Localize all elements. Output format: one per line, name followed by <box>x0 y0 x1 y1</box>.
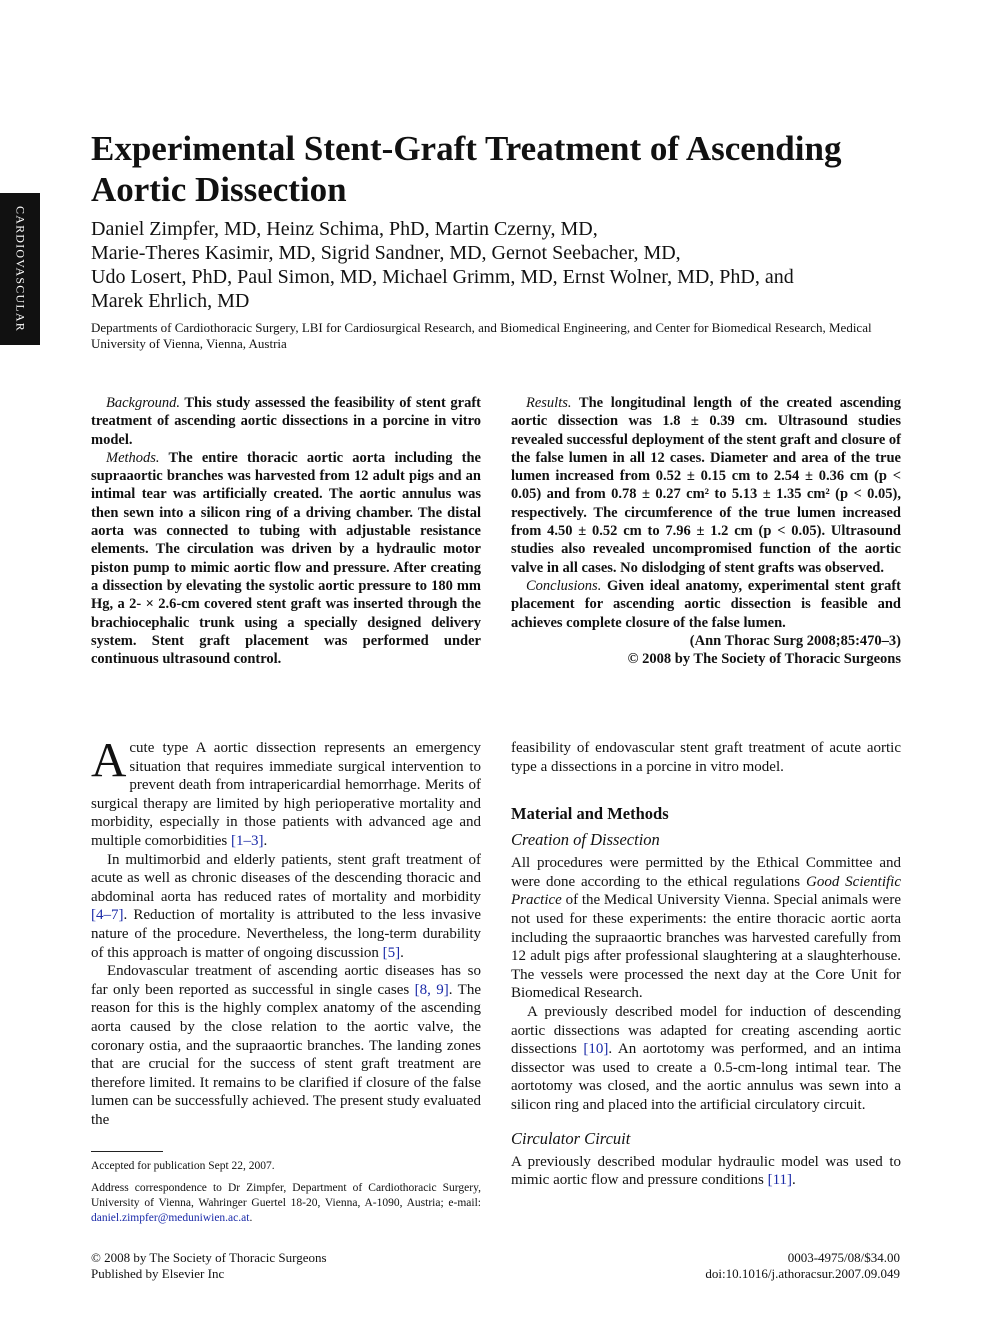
footnotes <box>91 1159 481 1233</box>
footer-right <box>705 1250 900 1281</box>
abstract-background-text: This study assessed the feasibility of stent graft treatment of ascending aortic dissections in a porcine in vitro model. <box>91 395 481 448</box>
footer-issn: 0003-4975/08/$34.00 <box>787 1250 900 1265</box>
abstract-methods-label: Methods. <box>106 449 160 466</box>
intro-p3-text: Endovascular treatment of ascending aortic diseases has so far only been reported as successful in single cases <box>91 963 481 998</box>
author-list <box>91 217 911 313</box>
intro-paragraph-3 <box>91 962 481 1129</box>
methods-p1-text: All procedures were permitted by the Ethical Committee and were done according to the ethical regulations <box>511 855 901 890</box>
abstract-results <box>511 394 901 577</box>
correspondence-text: Address correspondence to Dr Zimpfer, Department of Cardiothoracic Surgery, University of Vienna, Wahringer Guertel 18-20, Vienna, A-1090, Austria; e-mail: <box>91 1182 481 1209</box>
methods-paragraph-2 <box>511 1003 901 1115</box>
reference-link[interactable]: [10] <box>583 1041 609 1058</box>
affiliation: Departments of Cardiothoracic Surgery, LBI for Cardiosurgical Research, and Biomedical Engineering, and Center for Biomedical Research, Medical University of Vienna, Vienna, Austria <box>91 320 872 351</box>
abstract-copyright: © 2008 by The Society of Thoracic Surgeons <box>627 651 901 668</box>
reference-link[interactable]: [5] <box>382 944 401 961</box>
accepted-note: Accepted for publication Sept 22, 2007. <box>91 1160 275 1172</box>
abstract-conclusions <box>511 577 901 632</box>
author-line: Daniel Zimpfer, MD, Heinz Schima, PhD, Martin Czerny, MD, <box>91 218 598 240</box>
footer-copyright: © 2008 by The Society of Thoracic Surgeons <box>91 1250 327 1265</box>
correspondence-note <box>91 1181 481 1226</box>
body-left-column <box>91 732 481 1129</box>
section-side-tab-label: CARDIOVASCULAR <box>13 206 28 332</box>
abstract-left-column <box>91 394 481 668</box>
section-side-tab <box>0 193 40 345</box>
methods-paragraph-3 <box>511 1153 901 1190</box>
correspondence-end: . <box>249 1212 253 1224</box>
footnote-divider <box>91 1151 163 1152</box>
reference-link[interactable]: [1–3] <box>230 832 264 849</box>
author-line: Marek Ehrlich, MD <box>91 290 250 312</box>
abstract-results-text: The longitudinal length of the created ascending aortic dissection was 1.8 ± 0.39 cm. Ultrasound studies revealed successful deployment of the stent graft and closure of the false lumen in all 12 cases. Diameter and area of the true lumen increased from 0.52 ± 0.15 cm to 2.54 ± 0.36 cm (p < 0.05) and from 0.78 ± 0.27 cm² to 5.13 ± 1.35 cm² (p < 0.05), respectively. The circumference of the true lumen increased from 4.50 ± 0.52 cm to 7.96 ± 1.2 cm (p < 0.05). Ultrasound studies also revealed uncompromised function of the aortic valve in all cases. No dislodging of stent grafts was observed. <box>511 395 901 576</box>
abstract-background <box>91 394 481 449</box>
intro-p2-text2: . Reduction of mortality is attributed to the less invasive nature of the procedure. Nevertheless, the long-term durability of this approach is matter of ongoing discussion <box>91 907 481 961</box>
reference-link[interactable]: [11] <box>767 1172 793 1189</box>
footer-doi: doi:10.1016/j.athoracsur.2007.09.049 <box>705 1265 900 1281</box>
section-heading: Material and Methods <box>511 804 669 824</box>
abstract-background-label: Background. <box>106 395 180 411</box>
methods-p2-text2: . An aortotomy was performed, and an intima dissector was used to create a 0.5-cm-long intimal tear. The aortotomy was closed, and the aortic annulus was sewn into a silicon ring and placed into the artificial circulatory circuit. <box>511 1041 901 1113</box>
abstract-methods-text: The entire thoracic aortic aorta including the supraaortic branches was harvested from 12 adult pigs and an intimal tear was artificially created. The aortic annulus was then sewn into a silicon ring of a driving chamber. The distal aorta was connected to tubing with adjustable resistance elements. The circulation was driven by a hydraulic motor piston pump to mimic aortic flow and pressure. After creating a dissection by elevating the systolic aortic pressure to 180 mm Hg, a 2- × 2.6-cm covered stent graft was inserted through the brachiocephalic trunk using a specially designed delivery system. Stent graft placement was performed under continuous ultrasound control. <box>91 449 481 668</box>
intro-paragraph-2 <box>91 851 481 963</box>
article-title: Experimental Stent-Graft Treatment of Ascending Aortic Dissection <box>91 129 842 209</box>
intro-paragraph-1 <box>91 732 481 851</box>
abstract-conclusions-label: Conclusions. <box>526 577 602 594</box>
subsection-heading: Creation of Dissection <box>511 830 660 850</box>
intro-continuation: feasibility of endovascular stent graft treatment of acute aortic type a dissections in a porcine in vitro model. <box>511 740 901 775</box>
body-right-column <box>511 739 901 1190</box>
reference-link[interactable]: [4–7] <box>91 907 124 924</box>
email-link[interactable]: daniel.zimpfer@meduniwien.ac.at <box>91 1212 250 1224</box>
methods-p2-text: A previously described model for induction of descending aortic dissections was adapted for creating ascending aortic dissections <box>511 1003 901 1058</box>
drop-cap: A <box>91 732 127 787</box>
abstract-citation: (Ann Thorac Surg 2008;85:470–3) <box>689 632 901 649</box>
intro-p2-end: . <box>400 944 404 961</box>
methods-p3-end: . <box>792 1172 796 1189</box>
intro-p1-text: cute type A aortic dissection represents an emergency situation that requires immediate surgical intervention to prevent death from intrapericardial hemorrhage. Merits of surgical therapy are limited by high perioperative mortality and morbidity, especially in those patients with advanced age and multiple comorbidities <box>91 740 481 849</box>
methods-p3-text: A previously described modular hydraulic model was used to mimic aortic flow and pressure conditions <box>511 1153 901 1189</box>
intro-p3-text2: . The reason for this is the highly complex anatomy of the ascending aorta caused by the close relation to the aortic valve, the coronary ostia, and the supraaortic branches. The landing zones that are crucial for the success of stent graft treatment are therefore limited. It remains to be clarified if closure of the false lumen can be successfully achieved. The present study evaluated the <box>91 981 481 1128</box>
subsection-heading: Circulator Circuit <box>511 1128 631 1148</box>
abstract-methods <box>91 449 481 669</box>
abstract-right-column <box>511 394 901 668</box>
intro-p2-text: In multimorbid and elderly patients, stent graft treatment of acute as well as chronic diseases of the descending thoracic and abdominal aorta has reduced rates of mortality and morbidity <box>91 851 481 905</box>
abstract-results-label: Results. <box>526 395 572 411</box>
methods-p1-italic: Good Scientific Practice <box>511 873 901 909</box>
author-line: Udo Losert, PhD, Paul Simon, MD, Michael Grimm, MD, Ernst Wolner, MD, PhD, and <box>91 266 794 288</box>
author-line: Marie-Theres Kasimir, MD, Sigrid Sandner, MD, Gernot Seebacher, MD, <box>91 242 681 264</box>
reference-link[interactable]: [8, 9] <box>414 981 449 998</box>
abstract-conclusions-text: Given ideal anatomy, experimental stent graft placement for ascending aortic dissection is feasible and achieves complete closure of the false lumen. <box>511 577 901 631</box>
methods-p1-text2: of the Medical University Vienna. Special animals were not used for these experiments: the entire thoracic aortic aorta including the supraaortic branches was harvested carefully from 12 adult pigs after professional slaughtering at a slaughterhouse. The vessels were processed the next day at the Core Unit for Biomedical Research. <box>511 892 901 1002</box>
intro-p1-end: . <box>263 832 268 849</box>
footer-publisher: Published by Elsevier Inc <box>91 1265 225 1281</box>
footer-left <box>91 1250 327 1281</box>
methods-paragraph-1 <box>511 854 901 1003</box>
